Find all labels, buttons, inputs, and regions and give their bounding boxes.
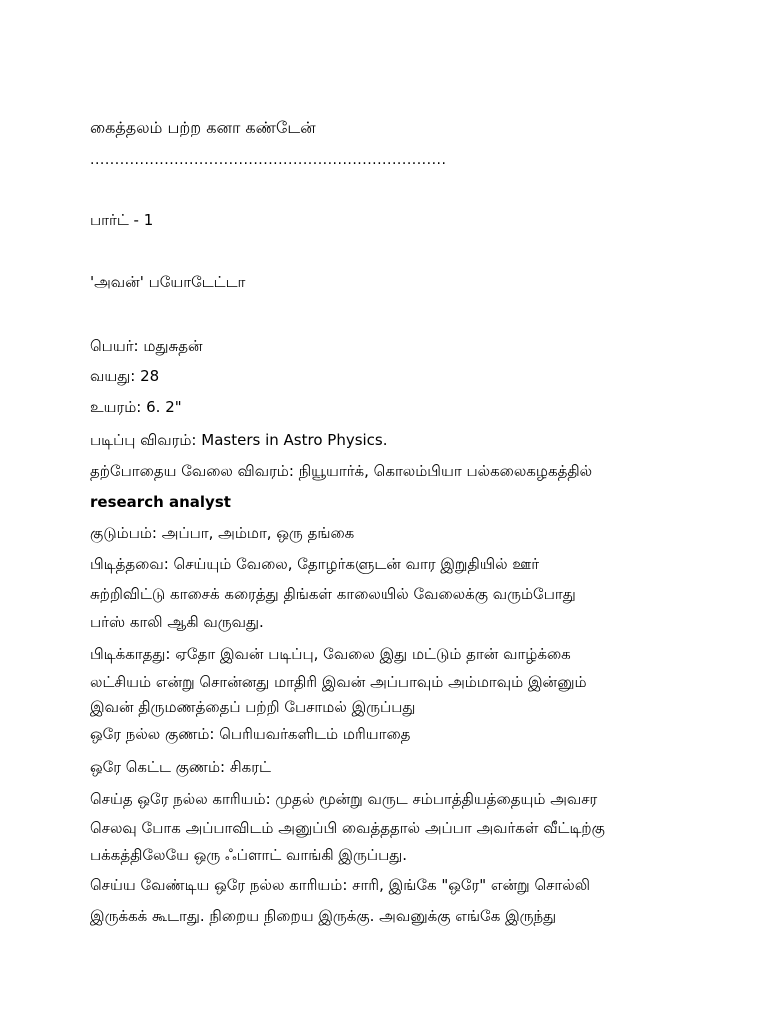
dislikes-line-3: இவன் திருமணத்தைப் பற்றி பேசாமல் இருப்பது (90, 698, 416, 716)
dislikes-line-1: பிடிக்காதது: ஏதோ இவன் படிப்பு, வேலை இது மட்டும் தான் வாழ்க்கை (90, 645, 571, 663)
todo-line-1: செய்ய வேண்டிய ஒரே நல்ல காரியம்: சாரி, இங்கே "ஒரே" என்று சொல்லி (90, 876, 590, 894)
age-value: 28 (140, 367, 160, 385)
age-line (90, 366, 159, 386)
likes-line-1: பிடித்தவை: செய்யும் வேலை, தோழர்களுடன் வார இறுதியில் ஊர் (90, 555, 540, 573)
document-title: கைத்தலம் பற்ற கனா கண்டேன் (90, 118, 316, 137)
good-trait-line: ஒரே நல்ல குணம்: பெரியவர்களிடம் மரியாதை (90, 725, 411, 743)
height-value: 6. 2" (146, 398, 182, 416)
family-value: அப்பா, அம்மா, ஒரு தங்கை (161, 524, 355, 542)
title-separator: ........................................................................ (90, 152, 447, 168)
height-line (90, 397, 182, 417)
likes-line-2: சுற்றிவிட்டு காசைக் கரைத்து திங்கள் காலையில் வேலைக்கு வரும்போது (90, 585, 576, 603)
name-line (90, 336, 203, 356)
family-line (90, 523, 354, 543)
age-label: வயது: (90, 367, 136, 385)
education-value: Masters in Astro Physics. (201, 431, 388, 449)
good-deed-line-2: செலவு போக அப்பாவிடம் அனுப்பி வைத்ததால் அப்பா அவர்கள் வீட்டிற்கு (90, 819, 605, 837)
todo-line-2: இருக்கக் கூடாது. நிறைய நிறைய இருக்கு. அவனுக்கு எங்கே இருந்து (90, 907, 557, 925)
name-value: மதுசுதன் (143, 337, 203, 355)
height-label: உயரம்: (90, 398, 142, 416)
likes-line-3: பர்ஸ் காலி ஆகி வருவது. (90, 613, 264, 631)
good-deed-line-1: செய்த ஒரே நல்ல காரியம்: முதல் மூன்று வருட சம்பாத்தியத்தையும் அவசர (90, 790, 598, 808)
education-line (90, 430, 388, 450)
bad-trait-line: ஒரே கெட்ட குணம்: சிகரட் (90, 758, 271, 776)
good-deed-line-3: பக்கத்திலேயே ஒரு ஃப்ளாட் வாங்கி இருப்பது. (90, 846, 408, 864)
dislikes-line-2: லட்சியம் என்று சொன்னது மாதிரி இவன் அப்பாவும் அம்மாவும் இன்னும் (90, 673, 587, 691)
job-value: நியூயார்க், கொலம்பியா பல்கலைகழகத்தில் (298, 462, 593, 480)
family-label: குடும்பம்: (90, 524, 157, 542)
job-line-1 (90, 461, 592, 481)
part-heading: பார்ட் - 1 (90, 211, 154, 229)
job-label: தற்போதைய வேலை விவரம்: (90, 462, 294, 480)
education-label: படிப்பு விவரம்: (90, 431, 197, 449)
name-label: பெயர்: (90, 337, 139, 355)
section-subtitle: 'அவன்' பயோடேட்டா (90, 273, 246, 291)
job-line-2: research analyst (90, 493, 231, 511)
